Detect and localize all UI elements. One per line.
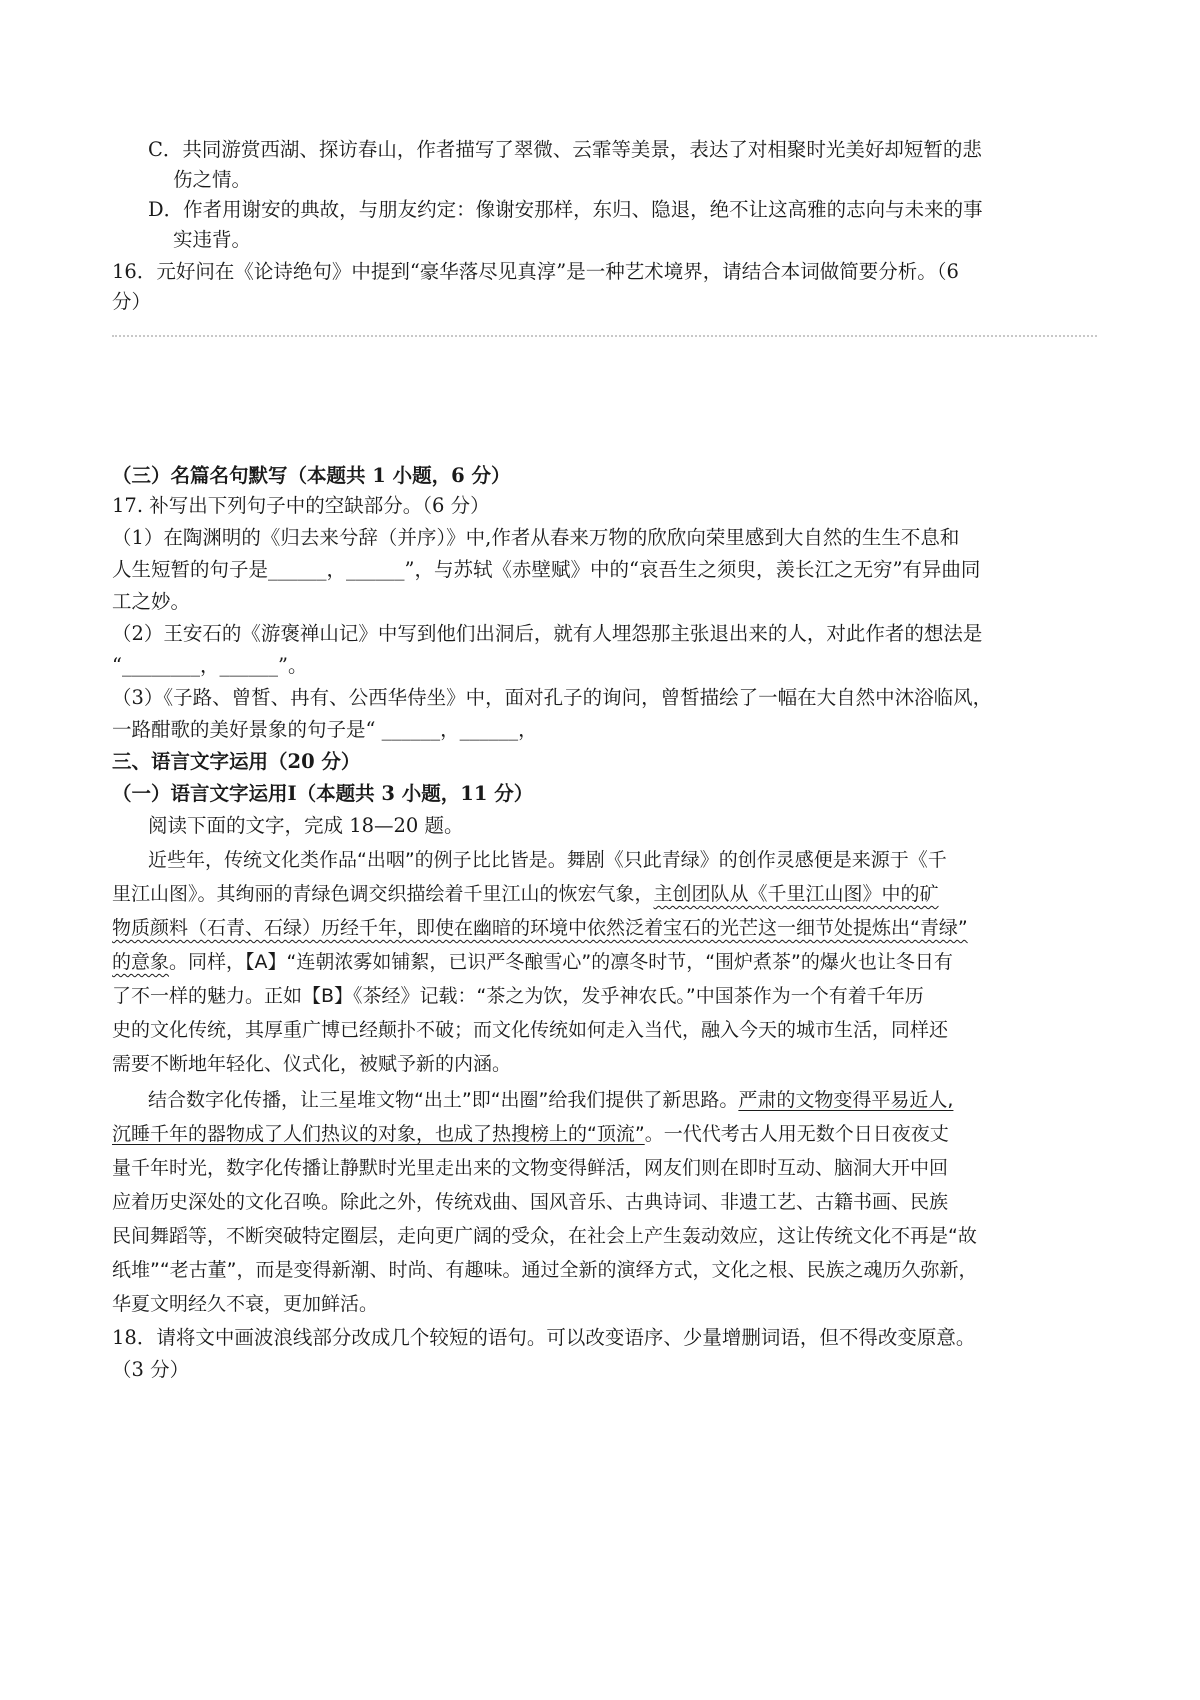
q17-item2-line1: （2）王安石的《游褒禅山记》中写到他们出洞后，就有人埋怨那主张退出来的人，对此作者的想法是 — [112, 622, 983, 645]
passage-p2-line6: 纸堆”“老古董”，而是变得新潮、时尚、有趣味。通过全新的演绎方式，文化之根、民族之魂历久弥新， — [112, 1259, 978, 1281]
answer-dotted-line — [112, 335, 1097, 337]
q15-option-c-line1: C．共同游赏西湖、探访春山，作者描写了翠微、云霏等美景，表达了对相聚时光美好却短暂的悲 — [148, 138, 982, 161]
passage-p1-line6: 史的文化传统，其厚重广博已经颠扑不破；而文化传统如何走入当代，融入今天的城市生活，同样还 — [112, 1019, 949, 1041]
passage-text: 里江山图》。其绚丽的青绿色调交织描绘着千里江山的恢宏气象， — [112, 883, 654, 905]
section-heading: （三）名篇名句默写（本题共 1 小题，6 分） — [112, 464, 511, 487]
subsection-heading: （一）语言文字运用Ⅰ（本题共 3 小题，11 分） — [112, 782, 534, 805]
wavy-underlined-text: 的意象 — [112, 951, 170, 973]
q17-stem: 17. 补写出下列句子中的空缺部分。（6 分） — [112, 494, 490, 517]
passage-text: 。一代代考古人用无数个日日夜夜丈 — [644, 1123, 949, 1145]
part-heading: 三、语言文字运用（20 分） — [112, 750, 361, 773]
underlined-text: 严肃的文物变得平易近人, — [738, 1089, 954, 1111]
q17-item3-line2: 一路酣歌的美好景象的句子是“ ______，______， — [112, 718, 538, 741]
passage-text: 。同样，【A】“连朝浓雾如铺絮，已识严冬酿雪心”的凛冬时节，“围炉煮茶”的爆火也让冬日有 — [169, 951, 953, 973]
q18-stem-line2: （3 分） — [112, 1358, 190, 1381]
passage-p2-line2 — [112, 1120, 949, 1148]
passage-p2-line4: 应着历史深处的文化召唤。除此之外，传统戏曲、国风音乐、古典诗词、非遗工艺、古籍书画、民族 — [112, 1191, 949, 1213]
passage-p2-line5: 民间舞蹈等，不断突破特定圈层，走向更广阔的受众，在社会上产生轰动效应，这让传统文化不再是“故 — [112, 1225, 977, 1247]
passage-p1-line2 — [112, 880, 939, 908]
reading-instruction: 阅读下面的文字，完成 18—20 题。 — [148, 814, 464, 837]
passage-p1-line4 — [112, 948, 953, 976]
passage-p2-line7: 华夏文明经久不衰，更加鲜活。 — [112, 1293, 379, 1315]
q17-item2-line2: “________，______”。 — [112, 654, 308, 677]
q17-item1-line2: 人生短暂的句子是______，______”，与苏轼《赤壁赋》中的“哀吾生之须臾，羡长江之无穷”有异曲同 — [112, 558, 981, 581]
passage-p2-line1 — [148, 1086, 953, 1114]
wavy-underlined-text: 主创团队从《千里江山图》中的矿 — [653, 883, 939, 905]
passage-p1-line1: 近些年，传统文化类作品“出咽”的例子比比皆是。舞剧《只此青绿》的创作灵感便是来源于《千 — [148, 849, 947, 871]
q18-stem-line1: 18．请将文中画波浪线部分改成几个较短的语句。可以改变语序、少量增删词语，但不得改变原意。 — [112, 1326, 976, 1349]
q17-item1-line3: 工之妙。 — [112, 590, 191, 613]
passage-p1-line7: 需要不断地年轻化、仪式化，被赋予新的内涵。 — [112, 1053, 512, 1075]
passage-p2-line3: 量千年时光，数字化传播让静默时光里走出来的文物变得鲜活，网友们则在即时互动、脑洞大开中回 — [112, 1157, 949, 1179]
q15-option-c-line2: 伤之情。 — [173, 168, 252, 191]
passage-text: 结合数字化传播，让三星堆文物“出土”即“出圈”给我们提供了新思路。 — [148, 1089, 739, 1111]
q16-stem-line2: 分） — [112, 290, 152, 313]
q15-option-d-line1: D．作者用谢安的典故，与朋友约定：像谢安那样，东归、隐退，绝不让这高雅的志向与未来的事 — [148, 198, 983, 221]
q16-stem-line1: 16．元好问在《论诗绝句》中提到“豪华落尽见真淳”是一种艺术境界，请结合本词做简要分析。（6 — [112, 260, 959, 283]
underlined-text: 沉睡千年的器物成了人们热议的对象，也成了热搜榜上的“顶流” — [112, 1123, 645, 1145]
q17-item3-line1: （3）《子路、曾皙、冉有、公西华侍坐》中，面对孔子的询问，曾皙描绘了一幅在大自然中沐浴临风， — [112, 686, 993, 709]
q17-item1-line1: （1）在陶渊明的《归去来兮辞（并序）》中,作者从春来万物的欣欣向荣里感到大自然的生生不息和 — [112, 526, 960, 549]
passage-p1-line3-wavy: 物质颜料（石青、石绿）历经千年，即使在幽暗的环境中依然泛着宝石的光芒这一细节处提炼出“青绿” — [112, 917, 968, 939]
q15-option-d-line2: 实违背。 — [173, 228, 252, 251]
passage-p1-line5: 了不一样的魅力。正如【B】《茶经》记载：“茶之为饮，发乎神农氏。”中国茶作为一个有着千年历 — [112, 985, 924, 1007]
